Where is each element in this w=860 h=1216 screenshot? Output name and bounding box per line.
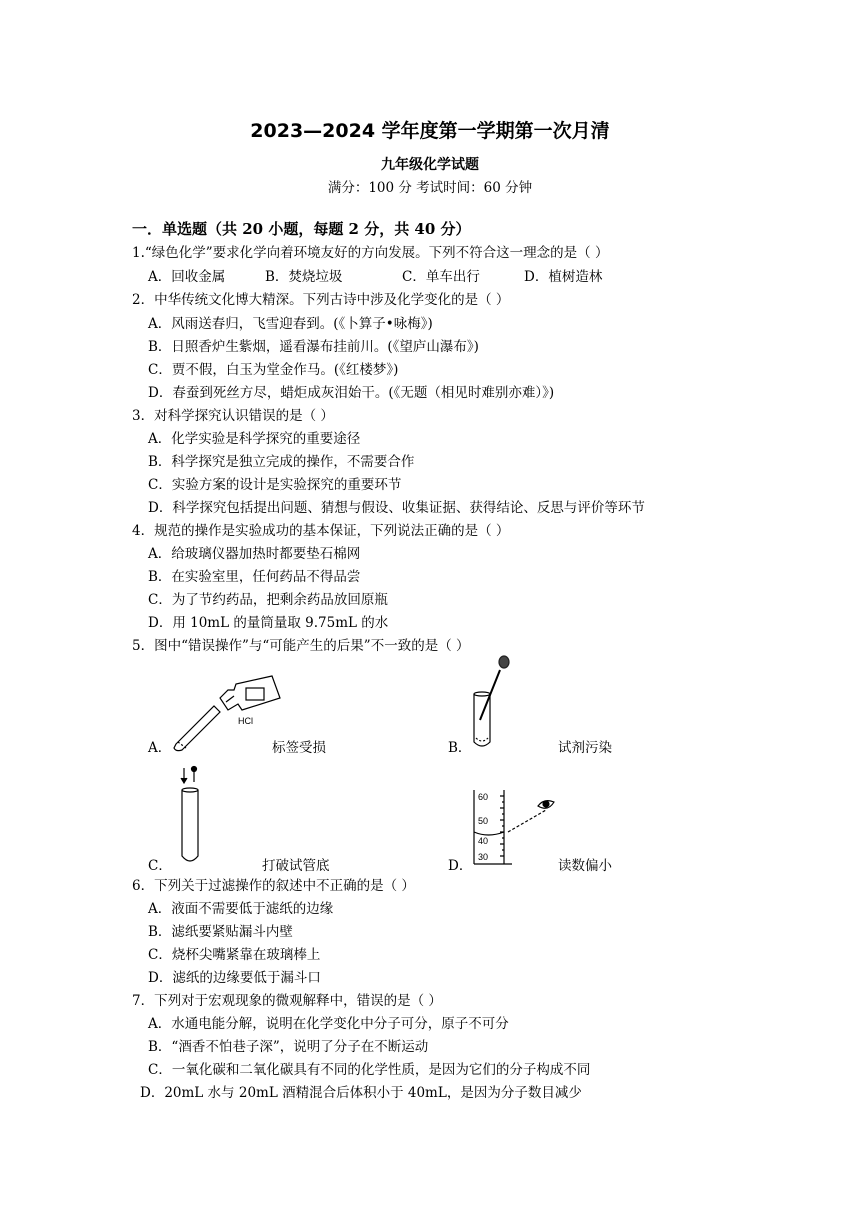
figure-a-caption: 标签受损: [272, 740, 326, 756]
section-heading: 一．单选题（共 20 小题，每题 2 分，共 40 分）: [132, 220, 471, 238]
q2-option-c: C．贾不假，白玉为堂金作马。(《红楼梦》): [148, 362, 399, 378]
q6-option-c: C．烧杯尖嘴紧靠在玻璃棒上: [148, 947, 321, 963]
question-4-stem: 4．规范的操作是实验成功的基本保证，下列说法正确的是（ ）: [132, 523, 510, 539]
q2-option-b: B．日照香炉生紫烟，遥看瀑布挂前川。(《望庐山瀑布》): [148, 339, 479, 355]
q3-option-a: A．化学实验是科学探究的重要途径: [148, 431, 361, 447]
q1-option-c: C．单车出行: [402, 269, 480, 285]
question-7-stem: 7．下列对于宏观现象的微观解释中，错误的是（ ）: [132, 993, 442, 1009]
q7-option-d: D．20mL 水与 20mL 酒精混合后体积小于 40mL，是因为分子数目减少: [140, 1085, 582, 1101]
q3-option-c: C．实验方案的设计是实验探究的重要环节: [148, 477, 402, 493]
scale-30: 30: [478, 852, 489, 862]
q3-option-b: B．科学探究是独立完成的操作，不需要合作: [148, 454, 415, 470]
q4-option-d: D．用 10mL 的量筒量取 9.75mL 的水: [148, 615, 389, 631]
question-2-stem: 2．中华传统文化博大精深。下列古诗中涉及化学变化的是（ ）: [132, 292, 510, 308]
q2-option-a: A．风雨送春归，飞雪迎春到。(《卜算子•咏梅》): [148, 316, 433, 332]
question-1-stem: 1.“绿色化学”要求化学向着环境友好的方向发展。下列不符合这一理念的是（ ）: [132, 245, 609, 261]
scale-50: 50: [478, 816, 489, 826]
q4-option-b: B．在实验室里，任何药品不得品尝: [148, 569, 361, 585]
q7-option-c: C．一氧化碳和二氧化碳具有不同的化学性质，是因为它们的分子构成不同: [148, 1062, 591, 1078]
q6-option-d: D．滤纸的边缘要低于漏斗口: [148, 970, 321, 986]
q4-option-c: C．为了节约药品，把剩余药品放回原瓶: [148, 592, 388, 608]
q1-option-a: A．回收金属: [148, 269, 226, 285]
q2-option-d: D．春蚕到死丝方尽，蜡炬成灰泪始干。(《无题（相见时难别亦难）》): [148, 385, 555, 401]
q1-option-b: B．焚烧垃圾: [265, 269, 343, 285]
q7-option-b: B．“酒香不怕巷子深”，说明了分子在不断运动: [148, 1039, 429, 1055]
q4-option-a: A．给玻璃仪器加热时都要垫石棉网: [148, 546, 361, 562]
figure-b-letter: B．: [448, 740, 472, 756]
figure-a-pouring: [168, 658, 288, 754]
figure-c-letter: C．: [148, 858, 172, 874]
figure-d-letter: D．: [448, 858, 473, 874]
figure-a-letter: A．: [148, 740, 172, 756]
figure-c-caption: 打破试管底: [262, 858, 330, 874]
figure-b-dropper: [466, 654, 526, 754]
exam-title: 2023—2024 学年度第一学期第一次月清: [250, 120, 610, 142]
figure-c-dropping-solid: [172, 764, 222, 868]
question-5-stem: 5．图中“错误操作”与“可能产生的后果”不一致的是（ ）: [132, 638, 470, 654]
q3-option-d: D．科学探究包括提出问题、猜想与假设、收集证据、获得结论、反思与评价等环节: [148, 500, 645, 516]
q7-option-a: A．水通电能分解，说明在化学变化中分子可分，原子不可分: [148, 1016, 509, 1032]
figure-a-bottle-label: HCl: [238, 716, 253, 726]
question-3-stem: 3．对科学探究认识错误的是（ ）: [132, 408, 334, 424]
exam-subtitle: 九年级化学试题: [381, 157, 479, 173]
figure-d-cylinder-reading: [472, 784, 562, 868]
q6-option-a: A．液面不需要低于滤纸的边缘: [148, 901, 334, 917]
q6-option-b: B．滤纸要紧贴漏斗内壁: [148, 924, 293, 940]
scale-40: 40: [478, 836, 489, 846]
figure-d-caption: 读数偏小: [558, 858, 612, 874]
exam-meta: 满分：100 分 考试时间：60 分钟: [327, 180, 533, 196]
figure-b-caption: 试剂污染: [558, 740, 612, 756]
scale-60: 60: [478, 792, 489, 802]
q1-option-d: D．植树造林: [524, 269, 603, 285]
question-6-stem: 6．下列关于过滤操作的叙述中不正确的是（ ）: [132, 878, 415, 894]
